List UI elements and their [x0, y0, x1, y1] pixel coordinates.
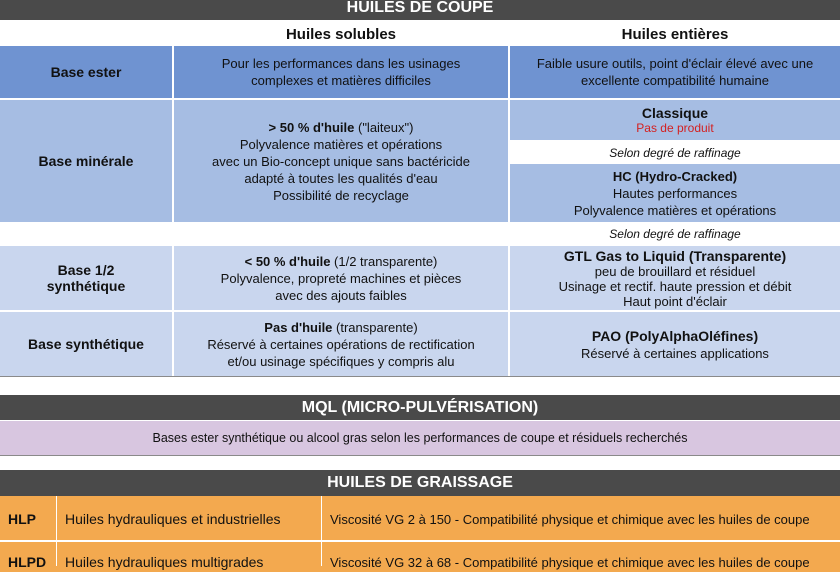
row-minerale-soluble-bold: > 50 % d'huile	[268, 119, 355, 135]
row-minerale-soluble-line4: Possibilité de recyclage	[273, 187, 409, 203]
row-ester-entiere-line2: excellente compatibilité humaine	[581, 73, 769, 88]
selon-raffinage-1-text: Selon degré de raffinage	[609, 146, 741, 160]
row-minerale-label-text: Base minérale	[38, 153, 134, 169]
coupe-banner-title: HUILES DE COUPE	[346, 0, 494, 16]
row-ester-soluble	[174, 46, 508, 98]
graissage-row-hlpd	[0, 542, 840, 572]
graissage-row-hlp-desc: Viscosité VG 2 à 150 - Compatibilité physique et chimique avec les huiles de coupe	[330, 512, 810, 527]
graissage-row-hlp	[0, 496, 840, 540]
pao-cell	[510, 312, 840, 376]
selon-raffinage-2-text: Selon degré de raffinage	[609, 227, 741, 241]
row-minerale-soluble-headline	[269, 119, 414, 136]
row-ester-soluble-line1: Pour les performances dans les usinages	[221, 56, 461, 71]
pao-title: PAO (PolyAlphaOléfines)	[591, 327, 759, 344]
gtl-line2: Usinage et rectif. haute pression et débit	[558, 278, 792, 294]
graissage-divider-2	[321, 496, 322, 566]
coupe-bottom-rule	[0, 376, 840, 377]
gtl-title: GTL Gas to Liquid (Transparente)	[563, 247, 787, 264]
graissage-row-hlpd-code: HLPD	[8, 554, 47, 570]
row-semi-soluble-bold: < 50 % d'huile	[244, 253, 331, 269]
graissage-row-hlp-code: HLP	[8, 511, 36, 527]
row-synthetique-label	[0, 312, 172, 376]
row-synthetique-soluble-headline	[264, 319, 417, 336]
mql-text: Bases ester synthétique ou alcool gras selon les performances de coupe et résiduels recherchés	[152, 430, 688, 445]
mql-bottom-rule	[0, 455, 840, 456]
pao-line: Réservé à certaines applications	[581, 345, 769, 361]
classique-cell	[510, 100, 840, 140]
graissage-banner	[0, 470, 840, 496]
row-semi-label-line2: synthétique	[46, 278, 126, 294]
row-semi-label-line1: Base 1/2	[57, 262, 115, 278]
row-ester-label-text: Base ester	[50, 64, 122, 80]
graissage-divider-1	[56, 496, 57, 566]
row-minerale-soluble-line1: Polyvalence matières et opérations	[239, 136, 443, 152]
classique-title: Classique	[641, 105, 709, 121]
selon-raffinage-2	[510, 224, 840, 244]
mql-row	[0, 421, 840, 455]
row-minerale-soluble-line2: avec un Bio-concept unique sans bactéricide	[212, 153, 470, 169]
row-minerale-label	[0, 100, 172, 222]
graissage-row-hlp-name: Huiles hydrauliques et industrielles	[65, 511, 281, 527]
graissage-row-hlpd-desc: Viscosité VG 32 à 68 - Compatibilité physique et chimique avec les huiles de coupe	[330, 555, 810, 570]
row-synthetique-soluble-bold: Pas d'huile	[264, 319, 333, 335]
row-semi-soluble-line1: Polyvalence, propreté machines et pièces	[220, 270, 462, 286]
row-semi-soluble	[174, 246, 508, 310]
row-synthetique-soluble-line1: Réservé à certaines opérations de rectification	[207, 336, 475, 352]
hc-line1: Hautes performances	[612, 185, 738, 201]
row-minerale-soluble	[174, 100, 508, 222]
selon-raffinage-1	[510, 142, 840, 164]
gtl-cell	[510, 246, 840, 310]
row-ester-label	[0, 46, 172, 98]
row-synthetique-label-text: Base synthétique	[28, 336, 144, 352]
gtl-line3: Haut point d'éclair	[623, 293, 727, 309]
row-ester-entiere	[510, 46, 840, 98]
row-minerale-soluble-rest: ("laiteux")	[354, 119, 414, 135]
gtl-line1: peu de brouillard et résiduel	[594, 263, 756, 279]
row-synthetique-soluble-rest: (transparente)	[332, 319, 418, 335]
row-semi-soluble-line2: avec des ajouts faibles	[275, 287, 407, 303]
header-solubles	[174, 22, 508, 46]
header-entieres	[510, 22, 840, 46]
header-entieres-label: Huiles entières	[621, 25, 729, 43]
classique-note: Pas de produit	[636, 121, 714, 135]
hc-title: HC (Hydro-Cracked)	[612, 168, 738, 184]
hc-cell	[510, 164, 840, 222]
mql-banner	[0, 395, 840, 420]
row-minerale-soluble-line3: adapté à toutes les qualités d'eau	[244, 170, 438, 186]
row-synthetique-soluble-line2: et/ou usinage spécifiques y compris alu	[227, 353, 455, 369]
header-solubles-label: Huiles solubles	[285, 25, 397, 43]
row-semi-soluble-headline	[245, 253, 438, 270]
graissage-banner-title: HUILES DE GRAISSAGE	[327, 474, 513, 491]
mql-banner-title: MQL (MICRO-PULVÉRISATION)	[301, 398, 539, 416]
row-semi-soluble-rest: (1/2 transparente)	[330, 253, 438, 269]
row-ester-entiere-line1: Faible usure outils, point d'éclair élevé avec une	[536, 56, 814, 71]
hc-line2: Polyvalence matières et opérations	[573, 202, 777, 218]
graissage-row-hlpd-name: Huiles hydrauliques multigrades	[65, 554, 264, 570]
row-semi-label	[0, 246, 172, 310]
coupe-banner	[0, 0, 840, 20]
row-ester-soluble-line2: complexes et matières difficiles	[251, 73, 431, 88]
row-synthetique-soluble	[174, 312, 508, 376]
